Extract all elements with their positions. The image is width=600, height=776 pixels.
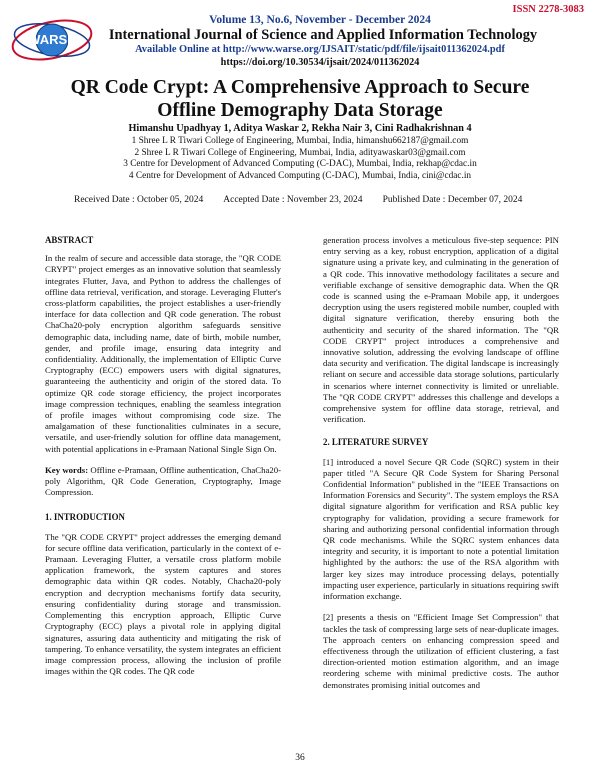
available-online-link[interactable]: Available Online at http://www.warse.org/IJSAIT/static/pdf/file/ijsait011362024.pdf xyxy=(135,44,505,55)
keywords xyxy=(45,465,281,499)
affiliation-2: 2 Shree L R Tiwari College of Engineering, Mumbai, India, adityawaskar03@gmail.com xyxy=(134,147,466,158)
introduction-text: The "QR CODE CRYPT" project addresses the emerging demand for secure offline data verification, particularly in the context of e-Pramaan. Leveraging Flutter, a versatile cross platform mobile application framework, the system captures and stores demographic data within QR codes. Notably, Chacha20-poly encryption and decryption mechanisms fortify data security, ensuring confidentiality during storage and transmission. Complementing this encryption approach, Elliptic Curve Cryptography (ECC) plays a pivotal role in applying digital signatures, assuring data authenticity and mitigating the risk of tampering. To enhance versatility, the system integrates an efficient image compression process, allowing the inclusion of profile images within the QR codes. The QR code xyxy=(45,531,281,677)
affiliations xyxy=(0,136,600,182)
literature-paragraph-1: [1] introduced a novel Secure QR Code (SQRC) system in their paper titled "A Secure QR Code System for Sharing Personal Confidential Information" published in the "IEEE Transactions on Information Forensics and Security". The system employs the RSA digital signature algorithm for verification and RSA public key cryptography for validation, providing a secure framework for sharing and authorizing personal confidential information through QR code mechanisms. While the SQRC system enhances data integrity and security, it is important to note a potential limitation highlighted by the authors: the use of the RSA algorithm with larger key sizes may introduce processing delays, potentially impacting user experience, particularly in situations requiring swift information exchange. xyxy=(323,456,559,602)
literature-survey-heading: 2. LITERATURE SURVEY xyxy=(323,437,429,448)
keywords-text: Offline e-Pramaan, Offline authentication, ChaCha20-poly Algorithm, QR Code Generation, Cryptography, Image Compression. xyxy=(45,464,282,498)
introduction-continued: generation process involves a meticulous five-step sequence: PIN entry serving as a key, robust encryption, application of a digital signature using a private key, and culminating in the generation of a QR code. This innovative methodology facilitates a secure and verifiable exchange of sensitive demographic data. When the QR code is scanned using the e-Pramaan Mobile app, it undergoes decryption using the users registered mobile number, coupled with digital signature verification, thereby ensuring both the authenticity and security of the shared information. The "QR CODE CRYPT" project introduces a comprehensive and innovative solution, addressing the evolving landscape of offline data security and verification. The digital landscape is increasingly reliant on secure and accessible data storage solutions, particularly in scenarios where internet connectivity is limited or unreliable. The "QR CODE CRYPT" addresses this challenge and develops a comprehensive system for offline data storage, retrieval, and verification. xyxy=(323,235,559,425)
received-date: Received Date : October 05, 2024 xyxy=(74,195,204,205)
journal-name: International Journal of Science and Applied Information Technology xyxy=(108,27,538,43)
left-column xyxy=(45,235,281,687)
paper-title xyxy=(20,76,580,122)
publication-dates xyxy=(74,195,560,205)
abstract-text: In the realm of secure and accessible data storage, the "QR CODE CRYPT" project emerges as an innovative solution that seamlessly integrates Flutter, Java, and Python to address the challenges of offline data retrieval, verification, and storage. Leveraging Flutter's cross-platform capabilities, the project establishes a user-friendly interface for data collection and QR code generation. The robust ChaCha20-poly encryption algorithm safeguards sensitive demographic data, including name, date of birth, mobile number, gender, and profile image, ensuring data integrity and confidentiality. Additionally, the implementation of Elliptic Curve Cryptography (ECC) empowers users with digital signatures, guaranteeing the authenticity and origin of the stored data. To optimize QR code storage efficiency, the project incorporates image compression techniques, enabling the seamless integration of profile images without compromising code size. The amalgamation of these functionalities culminates in a secure, versatile, and user-friendly solution for offline data management, with potential applications in e-Pramaan National Single Sign On. xyxy=(45,253,281,454)
introduction-heading: 1. INTRODUCTION xyxy=(45,512,125,523)
title-line-1: QR Code Crypt: A Comprehensive Approach to Secure xyxy=(70,77,530,98)
affiliation-3: 3 Centre for Development of Advanced Computing (C-DAC), Mumbai, India, rekhap@cdac.in xyxy=(123,159,477,169)
affiliation-4: 4 Centre for Development of Advanced Computing (C-DAC), Mumbai, India, cini@cdac.in xyxy=(128,170,472,181)
abstract-heading: ABSTRACT xyxy=(45,235,94,245)
published-date: Published Date : December 07, 2024 xyxy=(382,195,523,205)
affiliation-1: 1 Shree L R Tiwari College of Engineering, Mumbai, India, himanshu662187@gmail.com xyxy=(131,136,469,146)
issn: ISSN 2278-3083 xyxy=(512,4,584,15)
right-column xyxy=(323,235,559,701)
authors: Himanshu Upadhyay 1, Aditya Waskar 2, Rekha Nair 3, Cini Radhakrishnan 4 xyxy=(128,123,472,134)
title-line-2: Offline Demography Data Storage xyxy=(157,100,443,121)
keywords-label: Key words: xyxy=(45,464,89,475)
literature-paragraph-2: [2] presents a thesis on "Efficient Image Set Compression" that tackles the task of compressing large sets of near-duplicate images. The approach centers on enhancing compression speed and effectiveness through the utilization of efficient clustering, a fast direction-oriented motion estimation algorithm, and an image reordering scheme with minimal predictive costs. The author demonstrates promising initial outcomes and xyxy=(323,612,559,690)
doi-link[interactable]: https://doi.org/10.30534/ijsait/2024/011362024 xyxy=(220,57,420,68)
accepted-date: Accepted Date : November 23, 2024 xyxy=(223,195,363,205)
volume-line: Volume 13, No.6, November - December 2024 xyxy=(209,14,431,26)
logo-text: WARSE xyxy=(28,32,76,47)
page-number: 36 xyxy=(295,753,305,763)
